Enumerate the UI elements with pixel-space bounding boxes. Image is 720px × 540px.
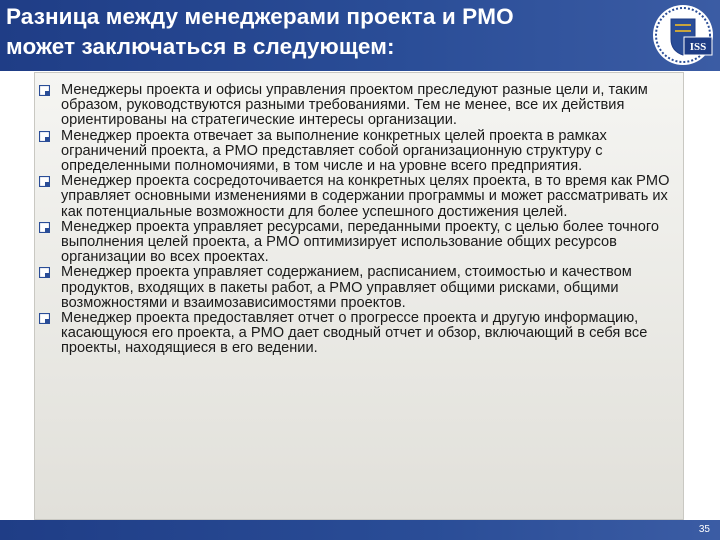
slide-title xyxy=(6,2,646,62)
bullet-item xyxy=(35,129,675,175)
square-bullet-icon xyxy=(39,131,50,142)
square-bullet-icon xyxy=(39,176,50,187)
bullet-item xyxy=(35,265,675,311)
bullet-text: Менеджер проекта сосредоточивается на конкретных целях проекта, в то время как PMO управляет основными изменениями в содержании программы и может рассматривать их как потенциальные возможности для более успешного достижения целей. xyxy=(61,173,670,220)
bullet-item xyxy=(35,174,675,220)
bullet-item xyxy=(35,220,675,266)
bullet-text: Менеджер проекта предоставляет отчет о прогрессе проекта и другую информацию, касающуюся его проекта, а PMO дает сводный отчет и обзор, включающий в себя все проекты, находящиеся в его ведении. xyxy=(61,310,648,357)
bullet-text: Менеджер проекта управляет ресурсами, переданными проекту, с целью более точного выполнения целей проекта, а PMO оптимизирует использование общих ресурсов организации во всех проектах. xyxy=(61,218,659,266)
square-bullet-icon xyxy=(39,85,50,96)
page-number: 35 xyxy=(698,524,710,535)
square-bullet-icon xyxy=(39,222,50,233)
title-line-1: Разница между менеджерами проекта и PMO xyxy=(6,4,514,29)
slide-footer xyxy=(0,520,720,540)
logo-text: ISS xyxy=(689,41,707,53)
title-line-2: может заключаться в следующем: xyxy=(6,34,395,59)
slide-header xyxy=(0,0,720,71)
content-panel xyxy=(34,72,684,520)
bullet-item xyxy=(35,83,675,129)
square-bullet-icon xyxy=(39,313,50,324)
square-bullet-icon xyxy=(39,267,50,278)
bullet-text: Менеджер проекта управляет содержанием, расписанием, стоимостью и качеством продуктов, входящих в пакеты работ, а PMO управляет общими рисками, общими возможностями и взаимозависимостями проектов. xyxy=(61,264,632,311)
bullet-text: Менеджеры проекта и офисы управления проектом преследуют разные цели и, таким образом, руководствуются разными требованиями. Тем не менее, все их действия ориентированы на стратегические интересы организации. xyxy=(61,82,648,129)
bullet-text: Менеджер проекта отвечает за выполнение конкретных целей проекта в рамках ограничений проекта, а PMO представляет собой организационную структуру с определенными полномочиями, в том числе и на уровне всего предприятия. xyxy=(61,127,607,175)
bullet-item xyxy=(35,311,675,357)
bullet-list xyxy=(35,83,675,357)
university-emblem-icon xyxy=(651,3,715,67)
